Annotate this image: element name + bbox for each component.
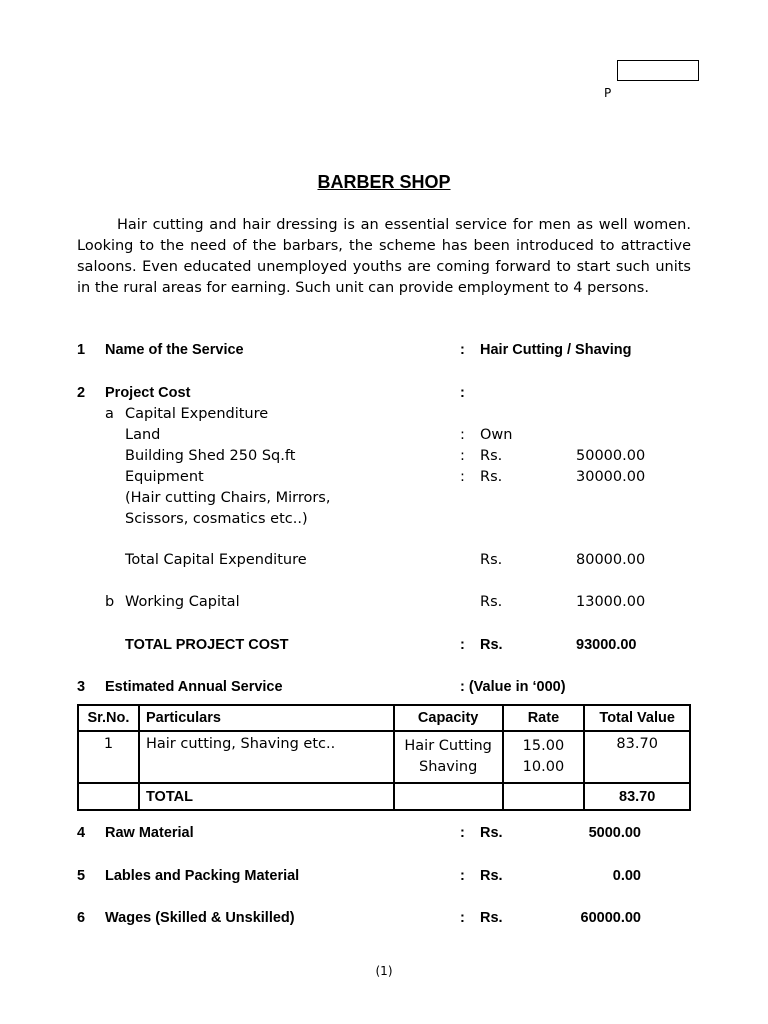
equipment-amount: 30000.00 (576, 469, 646, 485)
capacity-line: Shaving (418, 759, 478, 775)
project-cost-label: Project Cost (105, 385, 191, 401)
table-total-row (78, 783, 690, 810)
raw-material-amount: 5000.00 (588, 825, 641, 841)
item-number: 4 (77, 825, 86, 841)
equipment-note: (Hair cutting Chairs, Mirrors, (125, 490, 331, 506)
colon: : (460, 825, 465, 841)
total-value-cell: 83.70 (584, 783, 690, 810)
item-number: 6 (77, 910, 86, 926)
total-project-cost-label: TOTAL PROJECT COST (125, 637, 289, 653)
colon: : (460, 427, 465, 443)
colon: : (460, 910, 465, 926)
sub-letter: b (105, 594, 115, 610)
item-number: 3 (77, 679, 86, 695)
packing-material-amount: 0.00 (612, 868, 641, 884)
service-table (77, 704, 691, 811)
empty-cell (394, 783, 503, 810)
page-number-box (617, 60, 699, 81)
service-name-value: Hair Cutting / Shaving (480, 342, 632, 358)
working-capital-label: Working Capital (125, 594, 240, 610)
colon: : (460, 637, 465, 653)
colon: : (460, 385, 465, 401)
currency-label: Rs. (480, 594, 503, 610)
page-footer: (1) (375, 964, 393, 978)
colon: : (460, 342, 465, 358)
total-capital-label: Total Capital Expenditure (125, 552, 307, 568)
empty-cell (78, 783, 139, 810)
annual-service-value-note: : (Value in ‘000) (460, 679, 566, 695)
currency-label: Rs. (480, 910, 503, 926)
land-value: Own (480, 427, 513, 443)
capacity-line: Hair Cutting (404, 738, 492, 754)
particulars-cell: Hair cutting, Shaving etc.. (139, 731, 394, 783)
colon: : (460, 448, 465, 464)
rate-line: 15.00 (522, 738, 565, 754)
total-project-cost-amount: 93000.00 (576, 637, 637, 653)
capacity-cell (394, 731, 503, 783)
raw-material-label: Raw Material (105, 825, 194, 841)
wages-amount: 60000.00 (580, 910, 641, 926)
currency-label: Rs. (480, 469, 503, 485)
item-number: 1 (77, 342, 86, 358)
currency-label: Rs. (480, 448, 503, 464)
total-value-cell: 83.70 (584, 731, 690, 783)
equipment-label: Equipment (125, 469, 204, 485)
colon: : (460, 469, 465, 485)
sub-letter: a (105, 406, 114, 422)
currency-label: Rs. (480, 552, 503, 568)
column-header: Particulars (139, 705, 394, 731)
annual-service-label: Estimated Annual Service (105, 679, 283, 695)
service-name-label: Name of the Service (105, 342, 244, 358)
table-header-row (78, 705, 690, 731)
table-row (78, 731, 690, 783)
currency-label: Rs. (480, 637, 503, 653)
item-number: 5 (77, 868, 86, 884)
packing-material-label: Lables and Packing Material (105, 868, 300, 884)
total-label-cell: TOTAL (139, 783, 394, 810)
equipment-note: Scissors, cosmatics etc..) (125, 511, 308, 527)
p-label: P (604, 86, 612, 100)
rate-cell (503, 731, 585, 783)
item-number: 2 (77, 385, 86, 401)
empty-cell (503, 783, 585, 810)
column-header: Sr.No. (78, 705, 139, 731)
currency-label: Rs. (480, 868, 503, 884)
total-capital-amount: 80000.00 (576, 552, 646, 568)
page-title: BARBER SHOP (317, 172, 451, 192)
working-capital-amount: 13000.00 (576, 594, 646, 610)
wages-label: Wages (Skilled & Unskilled) (105, 910, 295, 926)
rate-line: 10.00 (522, 759, 565, 775)
colon: : (460, 868, 465, 884)
capital-expenditure-label: Capital Expenditure (125, 406, 269, 422)
building-shed-label: Building Shed 250 Sq.ft (125, 448, 296, 464)
column-header: Total Value (584, 705, 690, 731)
intro-paragraph: Hair cutting and hair dressing is an essential service for men as well women. Looking to the need of the barbars, the scheme has been introduced to attractive saloons. Even educated unemployed youths are coming forward to start such units in the rural areas for earning. Such unit can provide employment to 4 persons. (77, 217, 691, 296)
column-header: Rate (503, 705, 585, 731)
land-label: Land (125, 427, 161, 443)
column-header: Capacity (394, 705, 503, 731)
currency-label: Rs. (480, 825, 503, 841)
sr-no-cell: 1 (78, 731, 139, 783)
building-shed-amount: 50000.00 (576, 448, 646, 464)
